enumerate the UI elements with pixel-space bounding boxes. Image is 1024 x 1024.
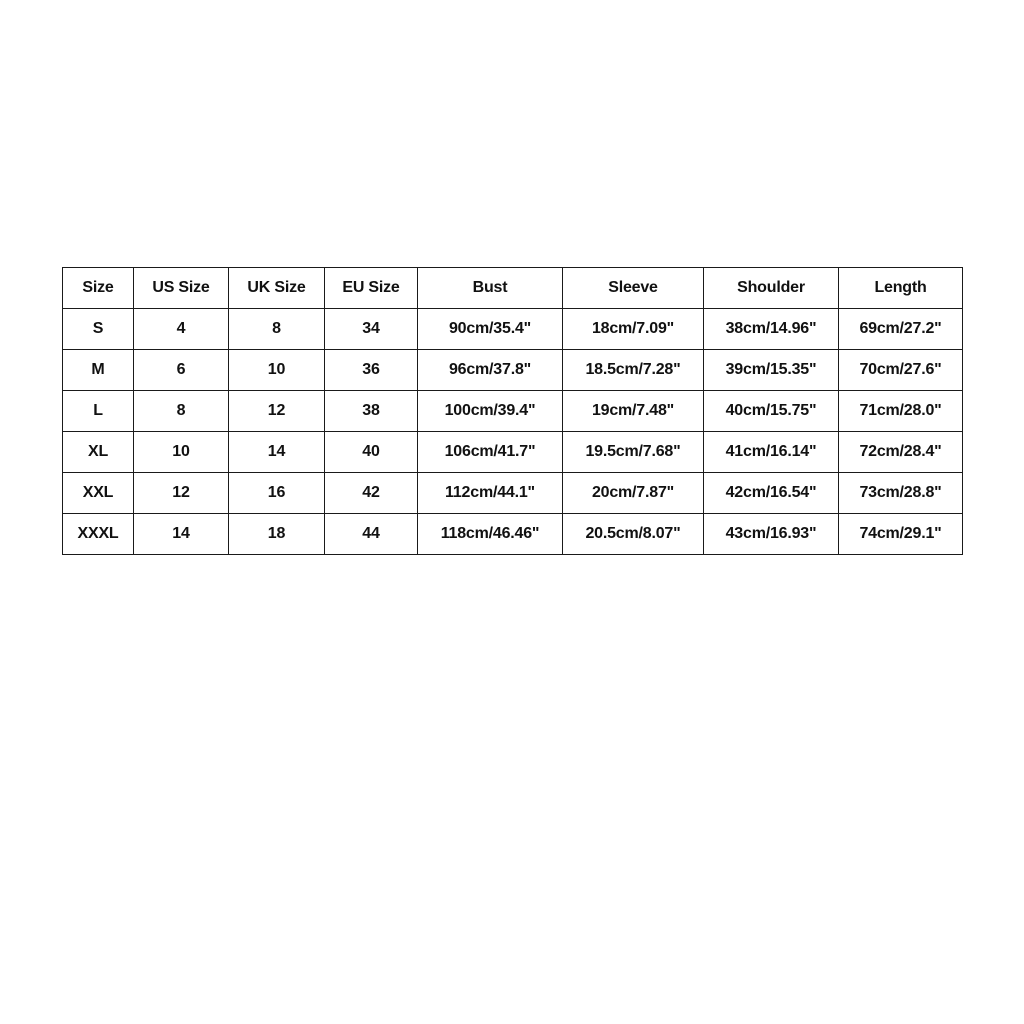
header-length: Length: [839, 268, 963, 309]
table-row: [63, 432, 963, 473]
cell-sleeve: 18.5cm/7.28": [563, 350, 704, 391]
cell-length: 73cm/28.8": [839, 473, 963, 514]
cell-eu-size: 38: [325, 391, 418, 432]
header-eu-size: EU Size: [325, 268, 418, 309]
cell-uk-size: 10: [229, 350, 325, 391]
cell-length: 72cm/28.4": [839, 432, 963, 473]
header-size: Size: [63, 268, 134, 309]
cell-sleeve: 20cm/7.87": [563, 473, 704, 514]
cell-length: 70cm/27.6": [839, 350, 963, 391]
cell-us-size: 14: [134, 514, 229, 555]
table-header-row: [63, 268, 963, 309]
cell-length: 71cm/28.0": [839, 391, 963, 432]
cell-sleeve: 20.5cm/8.07": [563, 514, 704, 555]
cell-uk-size: 16: [229, 473, 325, 514]
header-shoulder: Shoulder: [704, 268, 839, 309]
cell-size: M: [63, 350, 134, 391]
cell-sleeve: 18cm/7.09": [563, 309, 704, 350]
cell-length: 74cm/29.1": [839, 514, 963, 555]
cell-bust: 106cm/41.7": [418, 432, 563, 473]
header-bust: Bust: [418, 268, 563, 309]
cell-us-size: 8: [134, 391, 229, 432]
cell-shoulder: 38cm/14.96": [704, 309, 839, 350]
cell-us-size: 4: [134, 309, 229, 350]
table-row: [63, 473, 963, 514]
header-uk-size: UK Size: [229, 268, 325, 309]
cell-eu-size: 44: [325, 514, 418, 555]
cell-uk-size: 8: [229, 309, 325, 350]
cell-eu-size: 34: [325, 309, 418, 350]
cell-shoulder: 39cm/15.35": [704, 350, 839, 391]
cell-size: XXXL: [63, 514, 134, 555]
cell-eu-size: 42: [325, 473, 418, 514]
cell-shoulder: 43cm/16.93": [704, 514, 839, 555]
cell-eu-size: 40: [325, 432, 418, 473]
table-row: [63, 309, 963, 350]
cell-us-size: 6: [134, 350, 229, 391]
cell-size: XL: [63, 432, 134, 473]
cell-sleeve: 19.5cm/7.68": [563, 432, 704, 473]
cell-uk-size: 12: [229, 391, 325, 432]
cell-sleeve: 19cm/7.48": [563, 391, 704, 432]
cell-bust: 100cm/39.4": [418, 391, 563, 432]
cell-shoulder: 40cm/15.75": [704, 391, 839, 432]
cell-shoulder: 42cm/16.54": [704, 473, 839, 514]
table-row: [63, 514, 963, 555]
cell-size: L: [63, 391, 134, 432]
cell-length: 69cm/27.2": [839, 309, 963, 350]
cell-us-size: 12: [134, 473, 229, 514]
header-sleeve: Sleeve: [563, 268, 704, 309]
cell-shoulder: 41cm/16.14": [704, 432, 839, 473]
cell-bust: 112cm/44.1": [418, 473, 563, 514]
cell-us-size: 10: [134, 432, 229, 473]
cell-eu-size: 36: [325, 350, 418, 391]
cell-uk-size: 18: [229, 514, 325, 555]
cell-size: S: [63, 309, 134, 350]
cell-bust: 90cm/35.4": [418, 309, 563, 350]
cell-bust: 96cm/37.8": [418, 350, 563, 391]
cell-size: XXL: [63, 473, 134, 514]
size-chart-table: [62, 267, 963, 555]
header-us-size: US Size: [134, 268, 229, 309]
table-row: [63, 350, 963, 391]
table-row: [63, 391, 963, 432]
cell-uk-size: 14: [229, 432, 325, 473]
cell-bust: 118cm/46.46": [418, 514, 563, 555]
